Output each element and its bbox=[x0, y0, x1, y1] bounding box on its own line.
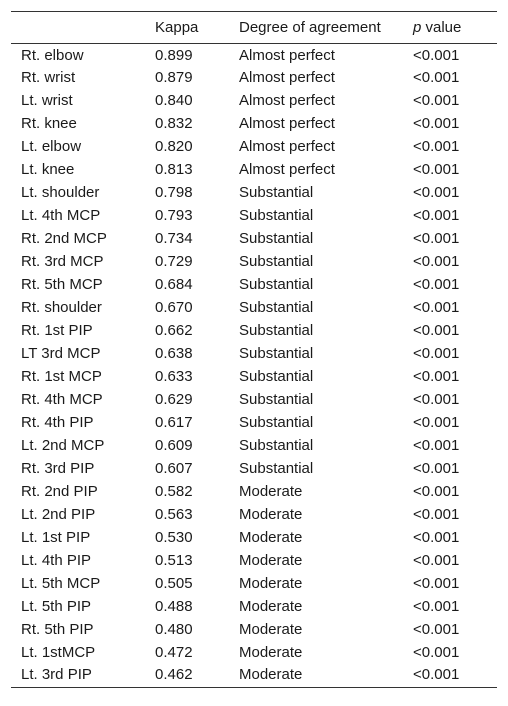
cell-joint: Lt. 2nd PIP bbox=[21, 506, 96, 523]
cell-p-value: <0.001 bbox=[413, 299, 460, 316]
cell-kappa: 0.798 bbox=[155, 184, 193, 201]
table-row bbox=[11, 204, 497, 227]
cell-p-value: <0.001 bbox=[413, 506, 460, 523]
cell-kappa: 0.662 bbox=[155, 322, 193, 339]
cell-p-value: <0.001 bbox=[413, 621, 460, 638]
cell-degree-of-agreement: Substantial bbox=[239, 368, 314, 385]
cell-degree-of-agreement: Substantial bbox=[239, 230, 314, 247]
cell-degree-of-agreement: Moderate bbox=[239, 506, 303, 523]
table-row bbox=[11, 480, 497, 503]
cell-kappa: 0.530 bbox=[155, 529, 193, 546]
cell-degree-of-agreement: Moderate bbox=[239, 666, 303, 683]
table-row bbox=[11, 66, 497, 89]
cell-kappa: 0.670 bbox=[155, 299, 193, 316]
cell-degree-of-agreement: Almost perfect bbox=[239, 115, 335, 132]
cell-kappa: 0.813 bbox=[155, 161, 193, 178]
cell-joint: Lt. 3rd PIP bbox=[21, 666, 92, 683]
cell-p-value: <0.001 bbox=[413, 69, 460, 86]
cell-kappa: 0.734 bbox=[155, 230, 193, 247]
header-row bbox=[11, 12, 497, 43]
cell-p-value: <0.001 bbox=[413, 230, 460, 247]
table-row bbox=[11, 434, 497, 457]
cell-degree-of-agreement: Substantial bbox=[239, 276, 314, 293]
table-row bbox=[11, 250, 497, 273]
table-row bbox=[11, 319, 497, 342]
cell-degree-of-agreement: Moderate bbox=[239, 621, 303, 638]
table-row bbox=[11, 296, 497, 319]
cell-joint: Lt. 4th PIP bbox=[21, 552, 92, 569]
table-row bbox=[11, 43, 497, 66]
cell-kappa: 0.899 bbox=[155, 47, 193, 65]
cell-joint: Rt. 4th MCP bbox=[21, 391, 103, 408]
cell-p-value: <0.001 bbox=[413, 322, 460, 339]
cell-degree-of-agreement: Substantial bbox=[239, 345, 314, 362]
cell-degree-of-agreement: Almost perfect bbox=[239, 161, 335, 178]
cell-p-value: <0.001 bbox=[413, 345, 460, 362]
table-row bbox=[11, 526, 497, 549]
cell-p-value: <0.001 bbox=[413, 184, 460, 201]
cell-joint: Rt. 3rd MCP bbox=[21, 253, 104, 270]
cell-kappa: 0.488 bbox=[155, 598, 193, 615]
cell-degree-of-agreement: Moderate bbox=[239, 529, 303, 546]
cell-joint: Rt. wrist bbox=[21, 69, 76, 86]
table-row bbox=[11, 181, 497, 204]
cell-degree-of-agreement: Almost perfect bbox=[239, 138, 335, 155]
cell-joint: Lt. 5th MCP bbox=[21, 575, 101, 592]
table-row bbox=[11, 112, 497, 135]
cell-kappa: 0.480 bbox=[155, 621, 193, 638]
cell-degree-of-agreement: Almost perfect bbox=[239, 69, 335, 86]
header-value-word: value bbox=[421, 18, 462, 36]
cell-kappa: 0.505 bbox=[155, 575, 193, 592]
table-header bbox=[11, 12, 497, 43]
cell-kappa: 0.633 bbox=[155, 368, 193, 385]
cell-kappa: 0.582 bbox=[155, 483, 193, 500]
cell-joint: Rt. 1st MCP bbox=[21, 368, 102, 385]
cell-p-value: <0.001 bbox=[413, 483, 460, 500]
cell-p-value: <0.001 bbox=[413, 138, 460, 155]
cell-joint: Lt. shoulder bbox=[21, 184, 100, 201]
cell-degree-of-agreement: Substantial bbox=[239, 299, 314, 316]
cell-joint: Rt. 3rd PIP bbox=[21, 460, 95, 477]
cell-degree-of-agreement: Substantial bbox=[239, 184, 314, 201]
cell-p-value: <0.001 bbox=[413, 391, 460, 408]
cell-p-value: <0.001 bbox=[413, 47, 460, 65]
cell-kappa: 0.879 bbox=[155, 69, 193, 86]
table-row bbox=[11, 342, 497, 365]
cell-p-value: <0.001 bbox=[413, 414, 460, 431]
cell-p-value: <0.001 bbox=[413, 437, 460, 454]
cell-joint: Rt. knee bbox=[21, 115, 77, 132]
table-row bbox=[11, 273, 497, 296]
cell-kappa: 0.617 bbox=[155, 414, 193, 431]
kappa-agreement-table bbox=[11, 12, 497, 687]
cell-p-value: <0.001 bbox=[413, 552, 460, 569]
cell-degree-of-agreement: Substantial bbox=[239, 391, 314, 408]
table-row bbox=[11, 135, 497, 158]
cell-kappa: 0.629 bbox=[155, 391, 193, 408]
cell-degree-of-agreement: Moderate bbox=[239, 575, 303, 592]
table-row bbox=[11, 503, 497, 526]
cell-degree-of-agreement: Almost perfect bbox=[239, 47, 335, 65]
cell-degree-of-agreement: Almost perfect bbox=[239, 92, 335, 109]
cell-joint: Lt. 4th MCP bbox=[21, 207, 101, 224]
cell-joint: Lt. elbow bbox=[21, 138, 82, 155]
cell-joint: Lt. 1stMCP bbox=[21, 644, 96, 661]
cell-degree-of-agreement: Moderate bbox=[239, 598, 303, 615]
cell-degree-of-agreement: Substantial bbox=[239, 460, 314, 477]
cell-p-value: <0.001 bbox=[413, 253, 460, 270]
cell-kappa: 0.820 bbox=[155, 138, 193, 155]
cell-degree-of-agreement: Substantial bbox=[239, 437, 314, 454]
cell-kappa: 0.472 bbox=[155, 644, 193, 661]
cell-degree-of-agreement: Substantial bbox=[239, 207, 314, 224]
table-row bbox=[11, 664, 497, 687]
cell-joint: Lt. wrist bbox=[21, 92, 73, 109]
cell-kappa: 0.840 bbox=[155, 92, 193, 109]
cell-p-value: <0.001 bbox=[413, 368, 460, 385]
table-row bbox=[11, 595, 497, 618]
table-body bbox=[11, 43, 497, 687]
cell-degree-of-agreement: Moderate bbox=[239, 644, 303, 661]
cell-p-value: <0.001 bbox=[413, 207, 460, 224]
cell-p-value: <0.001 bbox=[413, 575, 460, 592]
cell-p-value: <0.001 bbox=[413, 460, 460, 477]
cell-kappa: 0.832 bbox=[155, 115, 193, 132]
cell-degree-of-agreement: Moderate bbox=[239, 552, 303, 569]
header-degree-of-agreement: Degree of agreement bbox=[239, 12, 413, 43]
cell-kappa: 0.638 bbox=[155, 345, 193, 362]
cell-kappa: 0.513 bbox=[155, 552, 193, 569]
header-joint bbox=[11, 12, 155, 43]
cell-p-value: <0.001 bbox=[413, 161, 460, 178]
cell-joint: LT 3rd MCP bbox=[21, 345, 101, 362]
cell-p-value: <0.001 bbox=[413, 598, 460, 615]
cell-joint: Rt. shoulder bbox=[21, 299, 102, 316]
table-row bbox=[11, 411, 497, 434]
table-row bbox=[11, 641, 497, 664]
cell-joint: Rt. 2nd MCP bbox=[21, 230, 107, 247]
cell-joint: Lt. knee bbox=[21, 161, 75, 178]
cell-joint: Rt. elbow bbox=[21, 47, 84, 65]
cell-joint: Rt. 5th MCP bbox=[21, 276, 103, 293]
table-row bbox=[11, 549, 497, 572]
cell-degree-of-agreement: Substantial bbox=[239, 253, 314, 270]
cell-kappa: 0.563 bbox=[155, 506, 193, 523]
header-p-letter: p bbox=[413, 18, 422, 36]
table-row bbox=[11, 572, 497, 595]
cell-kappa: 0.462 bbox=[155, 666, 193, 683]
cell-kappa: 0.607 bbox=[155, 460, 193, 477]
table-row bbox=[11, 158, 497, 181]
cell-joint: Lt. 1st PIP bbox=[21, 529, 91, 546]
cell-p-value: <0.001 bbox=[413, 644, 460, 661]
cell-kappa: 0.684 bbox=[155, 276, 193, 293]
cell-joint: Rt. 4th PIP bbox=[21, 414, 94, 431]
table-row bbox=[11, 227, 497, 250]
table-row bbox=[11, 89, 497, 112]
cell-joint: Rt. 1st PIP bbox=[21, 322, 93, 339]
cell-joint: Lt. 5th PIP bbox=[21, 598, 92, 615]
cell-degree-of-agreement: Moderate bbox=[239, 483, 303, 500]
cell-degree-of-agreement: Substantial bbox=[239, 322, 314, 339]
cell-p-value: <0.001 bbox=[413, 276, 460, 293]
cell-joint: Rt. 5th PIP bbox=[21, 621, 94, 638]
table-row bbox=[11, 457, 497, 480]
cell-degree-of-agreement: Substantial bbox=[239, 414, 314, 431]
cell-p-value: <0.001 bbox=[413, 529, 460, 546]
cell-joint: Lt. 2nd MCP bbox=[21, 437, 105, 454]
cell-p-value: <0.001 bbox=[413, 666, 460, 683]
header-p-value bbox=[413, 12, 497, 43]
table-row bbox=[11, 365, 497, 388]
cell-kappa: 0.609 bbox=[155, 437, 193, 454]
table-row bbox=[11, 618, 497, 641]
cell-kappa: 0.729 bbox=[155, 253, 193, 270]
cell-p-value: <0.001 bbox=[413, 92, 460, 109]
cell-joint: Rt. 2nd PIP bbox=[21, 483, 98, 500]
table-row bbox=[11, 388, 497, 411]
cell-p-value: <0.001 bbox=[413, 115, 460, 132]
cell-kappa: 0.793 bbox=[155, 207, 193, 224]
header-kappa: Kappa bbox=[155, 12, 239, 43]
kappa-agreement-table-container bbox=[11, 11, 497, 688]
